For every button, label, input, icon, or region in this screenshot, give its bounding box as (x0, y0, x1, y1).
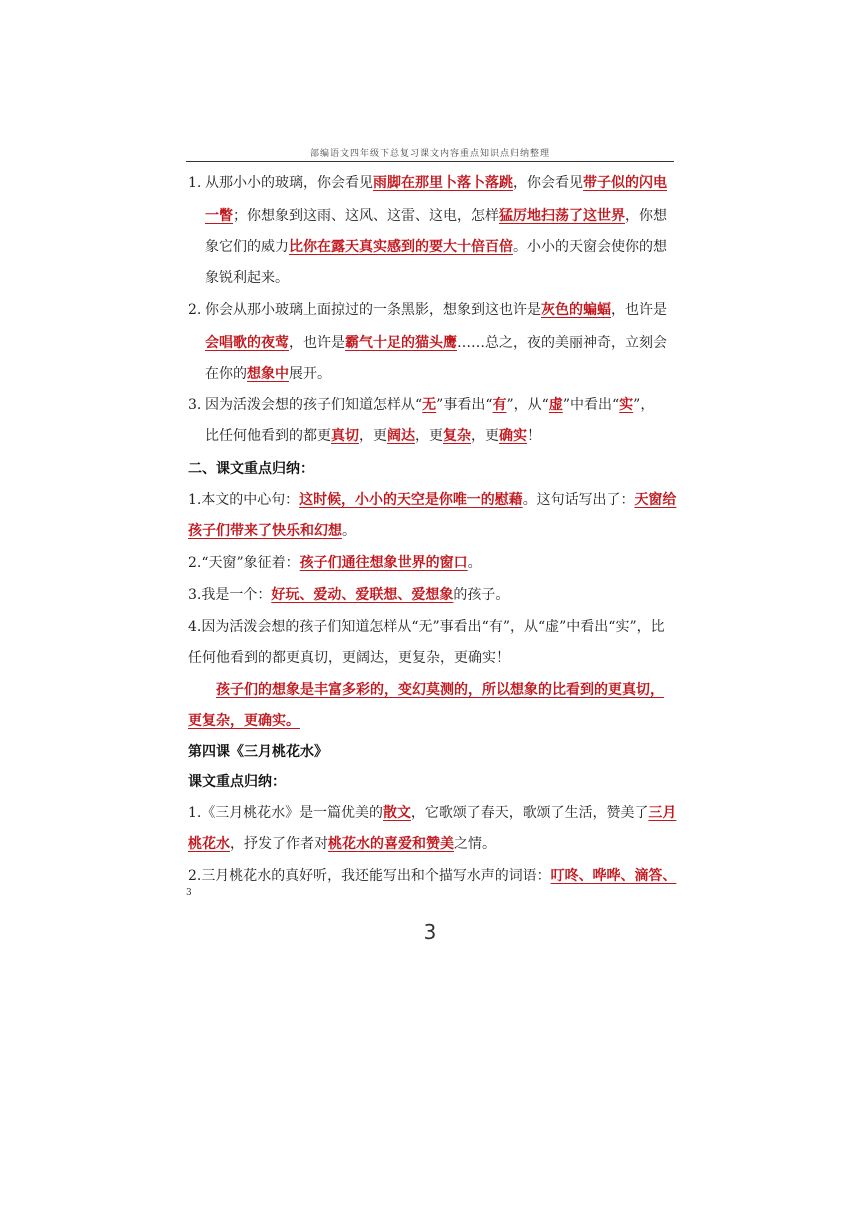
highlighted-keyphrase: 天窗给 (634, 492, 677, 508)
text-segment: ，你会看见 (513, 175, 583, 191)
footer-page-number-small: 3 (186, 888, 192, 898)
page-number: 3 (423, 920, 437, 944)
list-item-line (205, 268, 289, 288)
highlighted-keyphrase: 真切 (331, 428, 359, 444)
text-segment: 任何他看到的都更真切，更阔达，更复杂，更确实！ (188, 650, 510, 666)
text-segment: ”中看出“ (562, 397, 620, 413)
text-segment: ，更 (471, 428, 499, 444)
list-item-line (205, 426, 541, 446)
text-segment: 展开。 (289, 366, 331, 382)
lesson-title (188, 742, 328, 762)
text-segment: ，也许是 (611, 302, 667, 318)
text-segment: ，更 (415, 428, 443, 444)
text-segment: ；你想象到这雨、这风、这雷、这电，怎样 (233, 208, 499, 224)
list-item-line (205, 300, 667, 320)
highlighted-keyphrase: 会唱歌的夜莺 (205, 335, 289, 351)
highlighted-keyphrase: 复杂 (443, 428, 471, 444)
text-segment: 象它们的威力 (205, 239, 289, 255)
text-segment: 2.“天窗”象征着： (188, 555, 300, 571)
text-segment: ”事看出“ (436, 397, 493, 413)
highlighted-keyphrase: 阔达 (387, 428, 415, 444)
highlighted-keyphrase: 一瞥 (205, 208, 233, 224)
highlighted-keyphrase: 想象中 (247, 366, 289, 382)
text-segment: 3.我是一个： (188, 587, 272, 603)
emphasis-paragraph-line (216, 680, 664, 700)
highlighted-keyphrase: 猛厉地扫荡了这世界 (499, 208, 625, 224)
text-segment: ，更 (359, 428, 387, 444)
highlighted-keyphrase: 无 (422, 397, 437, 413)
text-segment: ！ (527, 428, 541, 444)
summary-line (188, 585, 509, 605)
summary-line (188, 553, 482, 573)
highlighted-keyphrase: 雨脚在那里卜落卜落跳 (373, 175, 513, 191)
highlighted-keyphrase: 叮咚、哗哗、滴答、 (550, 868, 677, 884)
text-segment: 之情。 (454, 836, 496, 852)
highlighted-keyphrase: 灰色的蝙蝠 (541, 302, 611, 318)
text-segment: 的孩子。 (453, 587, 510, 603)
text-segment: 4.因为活泼会想的孩子们知道怎样从“无”事看出“有”，从“虚”中看出“实”，比 (188, 619, 665, 635)
highlighted-keyphrase: 三月 (648, 805, 677, 821)
lesson-subheading-text: 课文重点归纳： (188, 774, 286, 790)
highlighted-keyphrase: 确实 (499, 428, 527, 444)
page-header: 部编语文四年级下总复习课文内容重点知识点归纳整理 (309, 149, 550, 159)
text-segment: 你会从那小玻璃上面掠过的一条黑影，想象到这也许是 (205, 302, 541, 318)
list-number-text: 3. (188, 397, 202, 413)
highlighted-keyphrase: 桃花水的喜爱和赞美 (328, 836, 454, 852)
list-item-line (205, 395, 654, 415)
text-segment: 。 (467, 555, 482, 571)
list-item-line (205, 173, 667, 193)
highlighted-keyphrase: 带子似的闪电 (583, 175, 667, 191)
text-segment: 。这句话写出了： (522, 492, 635, 508)
list-number-text: 1. (188, 175, 202, 191)
emphasis-paragraph-line (188, 711, 300, 731)
highlighted-keyphrase: 桃花水 (188, 836, 230, 852)
text-segment: 1.本文的中心句： (188, 492, 300, 508)
summary-line (188, 617, 665, 637)
text-segment: ，抒发了作者对 (230, 836, 328, 852)
lesson-title-text: 第四课《三月桃花水》 (188, 744, 328, 760)
list-item-line (205, 237, 667, 257)
text-segment: ，也许是 (289, 335, 345, 351)
highlighted-keyphrase: 实 (619, 397, 634, 413)
highlighted-keyphrase: 有 (492, 397, 507, 413)
list-number (188, 395, 201, 415)
lesson-summary-line (188, 866, 676, 886)
text-segment: ，你想 (625, 208, 667, 224)
highlighted-keyphrase: 这时候，小小的天空是你唯一的慰藉 (299, 492, 523, 508)
highlighted-keyphrase: 孩子们带来了快乐和幻想 (188, 523, 342, 539)
list-number (188, 173, 201, 193)
text-segment: ”，从“ (506, 397, 549, 413)
text-segment: 比任何他看到的都更 (205, 428, 331, 444)
list-item-line (205, 364, 331, 384)
emphasis-text: 更复杂，更确实。 (188, 713, 300, 729)
highlighted-keyphrase: 好玩、爱动、爱联想、爱想象 (271, 587, 454, 603)
list-item-line (205, 206, 667, 226)
text-segment: 从那小小的玻璃，你会看见 (205, 175, 373, 191)
highlighted-keyphrase: 霸气十足的猫头鹰 (345, 335, 457, 351)
text-segment: 因为活泼会想的孩子们知道怎样从“ (205, 397, 423, 413)
text-segment: ……总之，夜的美丽神奇，立刻会 (457, 335, 667, 351)
text-segment: 1.《三月桃花水》是一篇优美的 (188, 805, 383, 821)
text-segment: ，它歌颂了春天，歌颂了生活，赞美了 (410, 805, 649, 821)
text-segment: 。 (342, 523, 356, 539)
header-rule (186, 161, 674, 162)
text-segment: 在你的 (205, 366, 247, 382)
lesson-subheading (188, 772, 286, 792)
list-number (188, 300, 201, 320)
highlighted-keyphrase: 孩子们通往想象世界的窗口 (299, 555, 468, 571)
highlighted-keyphrase: 虚 (548, 397, 563, 413)
emphasis-text: 孩子们的想象是丰富多彩的，变幻莫测的，所以想象的比看到的更真切， (216, 682, 664, 698)
summary-line (188, 648, 510, 668)
highlighted-keyphrase: 散文 (382, 805, 411, 821)
text-segment: ”， (633, 397, 655, 413)
summary-line (188, 490, 676, 510)
section-heading (188, 459, 314, 479)
text-segment: 象锐利起来。 (205, 270, 289, 286)
highlighted-keyphrase: 比你在露天真实感到的要大十倍百倍 (289, 239, 513, 255)
text-segment: 2.三月桃花水的真好听，我还能写出和个描写水声的词语： (188, 868, 551, 884)
summary-line (188, 521, 356, 541)
section-heading-text: 二、课文重点归纳： (188, 461, 314, 477)
list-number-text: 2. (188, 302, 202, 318)
list-item-line (205, 333, 667, 353)
lesson-summary-line (188, 803, 676, 823)
lesson-summary-line (188, 834, 496, 854)
text-segment: 。小小的天窗会使你的想 (513, 239, 667, 255)
